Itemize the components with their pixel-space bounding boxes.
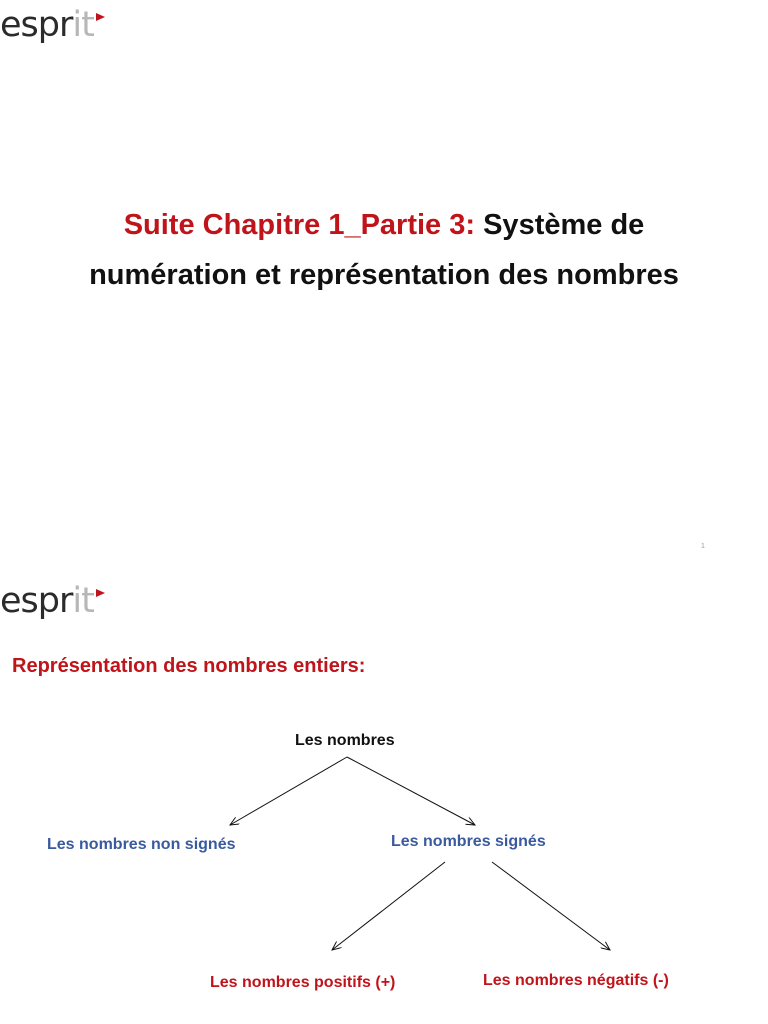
node-root: Les nombres [295,732,395,749]
title-line1-rest: Système de [483,209,645,241]
node-signed: Les nombres signés [391,833,546,850]
node-unsigned: Les nombres non signés [47,836,236,853]
arrow-root-to-unsigned [230,757,347,825]
section-heading: Représentation des nombres entiers: [12,655,366,677]
esprit-logo [0,5,105,45]
arrow-root-to-signed [347,757,475,825]
logo-flag-icon [96,13,105,21]
page-number: 1 [701,543,705,550]
logo-text-main: espr [0,581,73,621]
title-highlight: Suite Chapitre 1_Partie 3: [123,209,476,241]
title-line2: numération et représentation des nombres [89,259,679,291]
node-positive: Les nombres positifs (+) [210,974,396,991]
arrow-signed-to-positive [332,862,445,950]
logo-text-tail: it [72,5,94,45]
logo-text-main: espr [0,5,73,45]
arrow-signed-to-negative [492,862,610,950]
logo-text-tail: it [72,581,94,621]
content-slide [0,512,768,1024]
node-negative: Les nombres négatifs (-) [483,972,669,989]
slide-title [0,200,768,300]
number-tree-diagram [0,512,768,1024]
